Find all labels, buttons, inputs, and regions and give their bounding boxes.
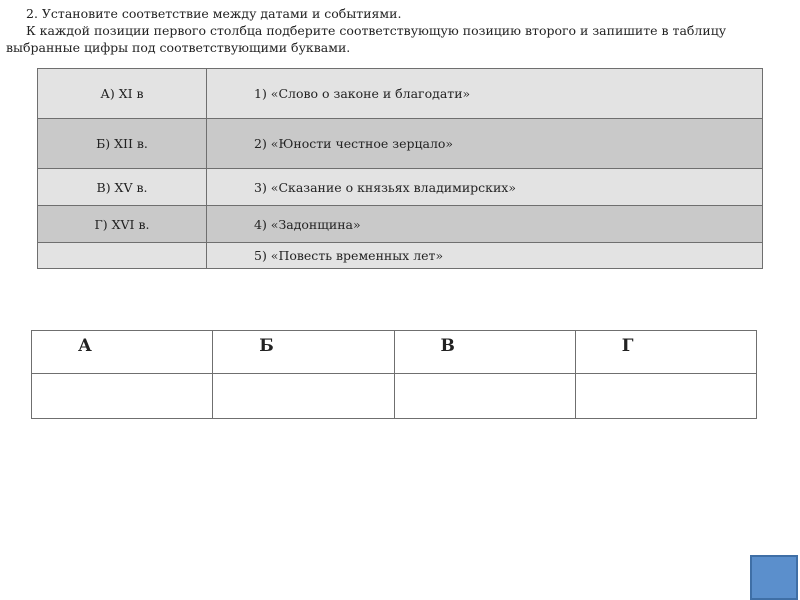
answer-table xyxy=(31,330,757,419)
task-instruction-line-1: К каждой позиции первого столбца подберите соответствующую позицию второго и запишите в таблицу xyxy=(26,23,727,38)
matching-row xyxy=(38,169,763,206)
task-text xyxy=(6,5,786,56)
event-cell: 1) «Слово о законе и благодати» xyxy=(207,69,763,119)
answer-header-row xyxy=(32,331,757,374)
date-cell: Г) XVI в. xyxy=(38,206,207,243)
answer-header-v: В xyxy=(394,331,575,374)
task-title: 2. Установите соответствие между датами и событиями. xyxy=(26,6,402,21)
answer-cell-b[interactable] xyxy=(213,374,394,419)
matching-row xyxy=(38,243,763,269)
date-cell: В) XV в. xyxy=(38,169,207,206)
matching-row xyxy=(38,206,763,243)
answer-header-g: Г xyxy=(575,331,756,374)
answer-cell-g[interactable] xyxy=(575,374,756,419)
event-cell: 4) «Задонщина» xyxy=(207,206,763,243)
event-cell: 5) «Повесть временных лет» xyxy=(207,243,763,269)
answer-header-b: Б xyxy=(213,331,394,374)
date-cell: А) XI в xyxy=(38,69,207,119)
event-cell: 3) «Сказание о князьях владимирских» xyxy=(207,169,763,206)
next-slide-button[interactable] xyxy=(750,555,798,600)
answer-header-a: А xyxy=(32,331,213,374)
answer-cell-v[interactable] xyxy=(394,374,575,419)
matching-row xyxy=(38,69,763,119)
date-cell: Б) XII в. xyxy=(38,119,207,169)
date-cell xyxy=(38,243,207,269)
task-instruction-line-2: выбранные цифры под соответствующими буквами. xyxy=(6,40,351,55)
answer-cell-a[interactable] xyxy=(32,374,213,419)
matching-row xyxy=(38,119,763,169)
event-cell: 2) «Юности честное зерцало» xyxy=(207,119,763,169)
matching-table xyxy=(37,68,763,269)
answer-input-row xyxy=(32,374,757,419)
